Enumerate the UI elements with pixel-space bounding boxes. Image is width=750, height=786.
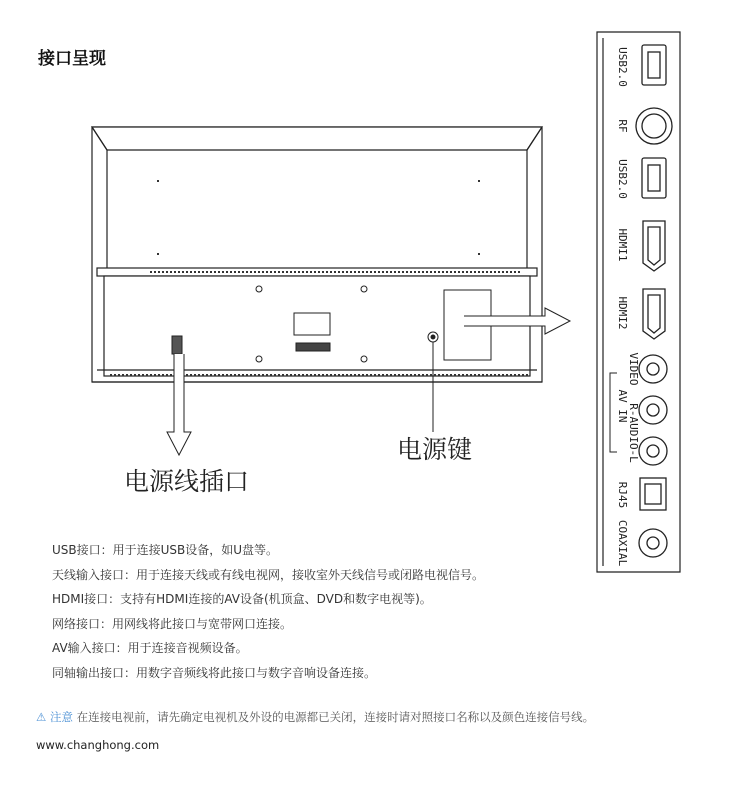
port-label-rj45: RJ45 — [616, 481, 629, 509]
port-panel — [597, 32, 680, 572]
port-label-usb-bottom: USB2.0 — [616, 159, 629, 199]
port-label-hdmi2: HDMI2 — [616, 296, 629, 330]
desc-antenna: 天线输入接口：用于连接天线或有线电视网，接收室外天线信号或闭路电视信号。 — [52, 567, 485, 582]
notice-text: 在连接电视前，请先确定电视机及外设的电源都已关闭，连接时请对照接口名称以及颜色连接信号线。 — [76, 710, 595, 724]
power-cord-inlet — [172, 336, 182, 354]
port-label-hdmi1: HDMI1 — [616, 228, 629, 262]
desc-hdmi: HDMI接口：支持有HDMI连接的AV设备(机顶盒、DVD和数字电视等)。 — [52, 592, 432, 606]
port-label-av-in: AV IN — [616, 389, 629, 423]
port-descriptions — [52, 538, 484, 685]
website-link[interactable]: www.changhong.com — [36, 738, 160, 752]
desc-coaxial: 同轴输出接口：用数字音频线将此接口与数字音响设备连接。 — [52, 665, 377, 680]
port-label-usb-top: USB2.0 — [616, 47, 629, 87]
notice-label: 注意 — [49, 710, 73, 724]
notice — [36, 709, 594, 725]
port-label-rf: RF — [616, 119, 629, 133]
port-label-coaxial: COAXIAL — [616, 519, 629, 567]
port-label-audio: R-AUDIO-L — [627, 403, 640, 463]
desc-usb: USB接口：用于连接USB设备，如U盘等。 — [52, 543, 279, 557]
warning-icon: ⚠ — [36, 710, 47, 724]
port-label-video: VIDEO — [627, 352, 640, 386]
desc-av: AV输入接口：用于连接音视频设备。 — [52, 641, 248, 655]
page-title: 接口呈现 — [38, 49, 106, 69]
power-cord-label: 电源线插口 — [124, 467, 250, 496]
power-key-label: 电源键 — [397, 435, 473, 464]
desc-network: 网络接口：用网线将此接口与宽带网口连接。 — [52, 616, 293, 631]
center-label-plate — [294, 313, 330, 351]
